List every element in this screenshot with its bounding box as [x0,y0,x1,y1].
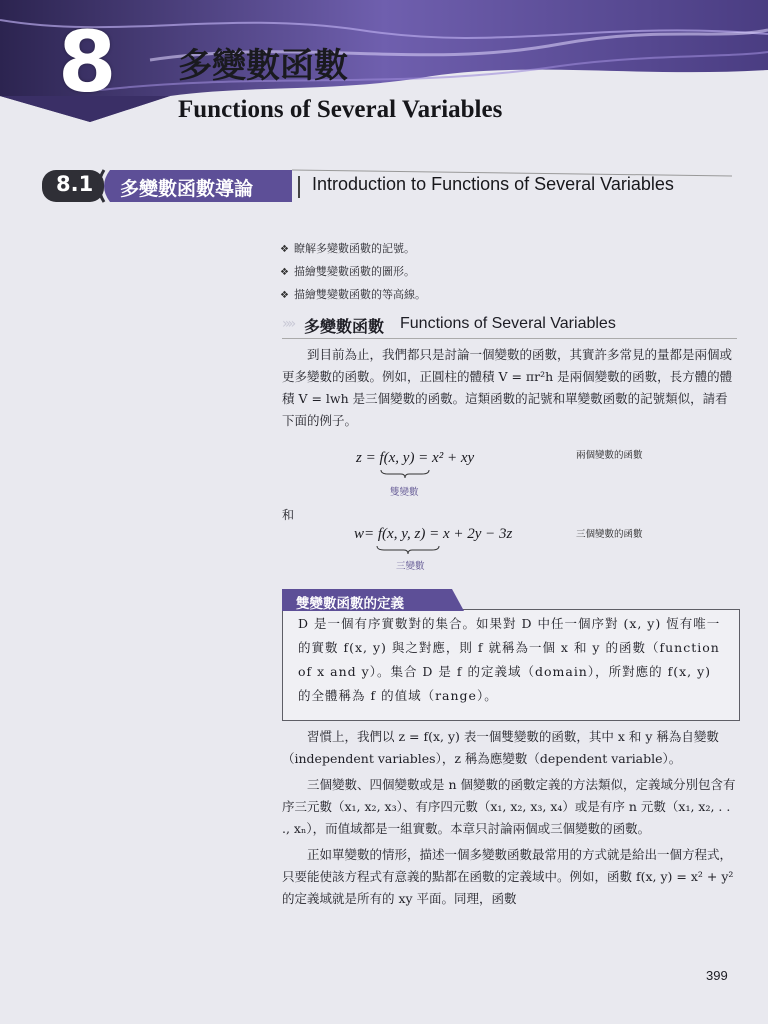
brace-label: 雙變數 [390,487,419,498]
body-text [282,726,740,910]
equation-three-variables: w= f(x, y, z) = x + 2y − 3z [354,526,513,542]
and-word: 和 [282,508,295,522]
subsection-title-en: Functions of Several Variables [400,315,616,332]
definition-text: D 是一個有序實數對的集合。如果對 D 中任一個序對 (x, y) 恆有唯一的實數 f(x, y) 與之對應，則 f 就稱為一個 x 和 y 的函數（function of x and y）。集合 D 是 f 的定義域（domain），所對應的 f(x, y) 的全體稱為 f 的值域（range）。 [298,616,721,703]
objectives-list [280,238,426,307]
objective-item: ❖ 瞭解多變數函數的記號。 [280,238,426,261]
paragraph-text: 習慣上，我們以 z = f(x, y) 表一個雙變數的函數，其中 x 和 y 稱為自變數（independent variables），z 稱為應變數（dependent variable）。 [282,729,719,766]
chapter-title-en: Functions of Several Variables [178,96,503,123]
objective-item: ❖ 描繪雙變數函數的圖形。 [280,261,426,284]
intro-paragraph [282,344,740,432]
paragraph-text: 正如單變數的情形，描述一個多變數函數最常用的方式就是給出一個方程式，只要能使該方程式有意義的點都在函數的定義域中。例如，函數 f(x, y) = x² + y² 的定義域就是所有的 xy 平面。同理，函數 [282,847,734,906]
subsection-heading [282,314,737,339]
page-number: 399 [706,968,728,983]
chapter-number: 8 [58,13,115,111]
double-chevron-icon: »» [282,316,294,332]
brace-label: 三變數 [396,561,425,572]
paragraph-text: 三個變數、四個變數或是 n 個變數的函數定義的方法類似，定義域分別包含有序三元數（x₁, x₂, x₃）、有序四元數（x₁, x₂, x₃, x₄）或是有序 n 元數（x₁, x₂, . . ., xₙ），而值域都是一組實數。本章只討論兩個或三個變數的函數。 [282,777,736,836]
chapter-title-zh: 多變數函數 [178,46,348,86]
equation-note: 三個變數的函數 [576,529,643,540]
paragraph-text: 到目前為止，我們都只是討論一個變數的函數，其實許多常見的量都是兩個或更多變數的函數。例如，正圓柱的體積 V = πr²h 是兩個變數的函數，長方體的體積 V = lwh 是三個變數的函數。這類函數的記號和單變數函數的記號類似，請看下面的例子。 [282,347,733,428]
equation-note: 兩個變數的函數 [576,450,643,461]
section-title-zh: 多變數函數導論 [120,178,254,200]
section-number: 8.1 [56,172,94,196]
section-title-en: Introduction to Functions of Several Variables [312,174,674,194]
section-divider [298,176,300,198]
definition-title: 雙變數函數的定義 [296,596,404,612]
underbrace-icon [376,545,440,555]
equation-two-variables: z = f(x, y) = x² + xy [356,450,475,466]
underbrace-icon [380,469,430,479]
objective-item: ❖ 描繪雙變數函數的等高線。 [280,284,426,307]
subsection-title-zh: 多變數函數 [304,317,385,336]
